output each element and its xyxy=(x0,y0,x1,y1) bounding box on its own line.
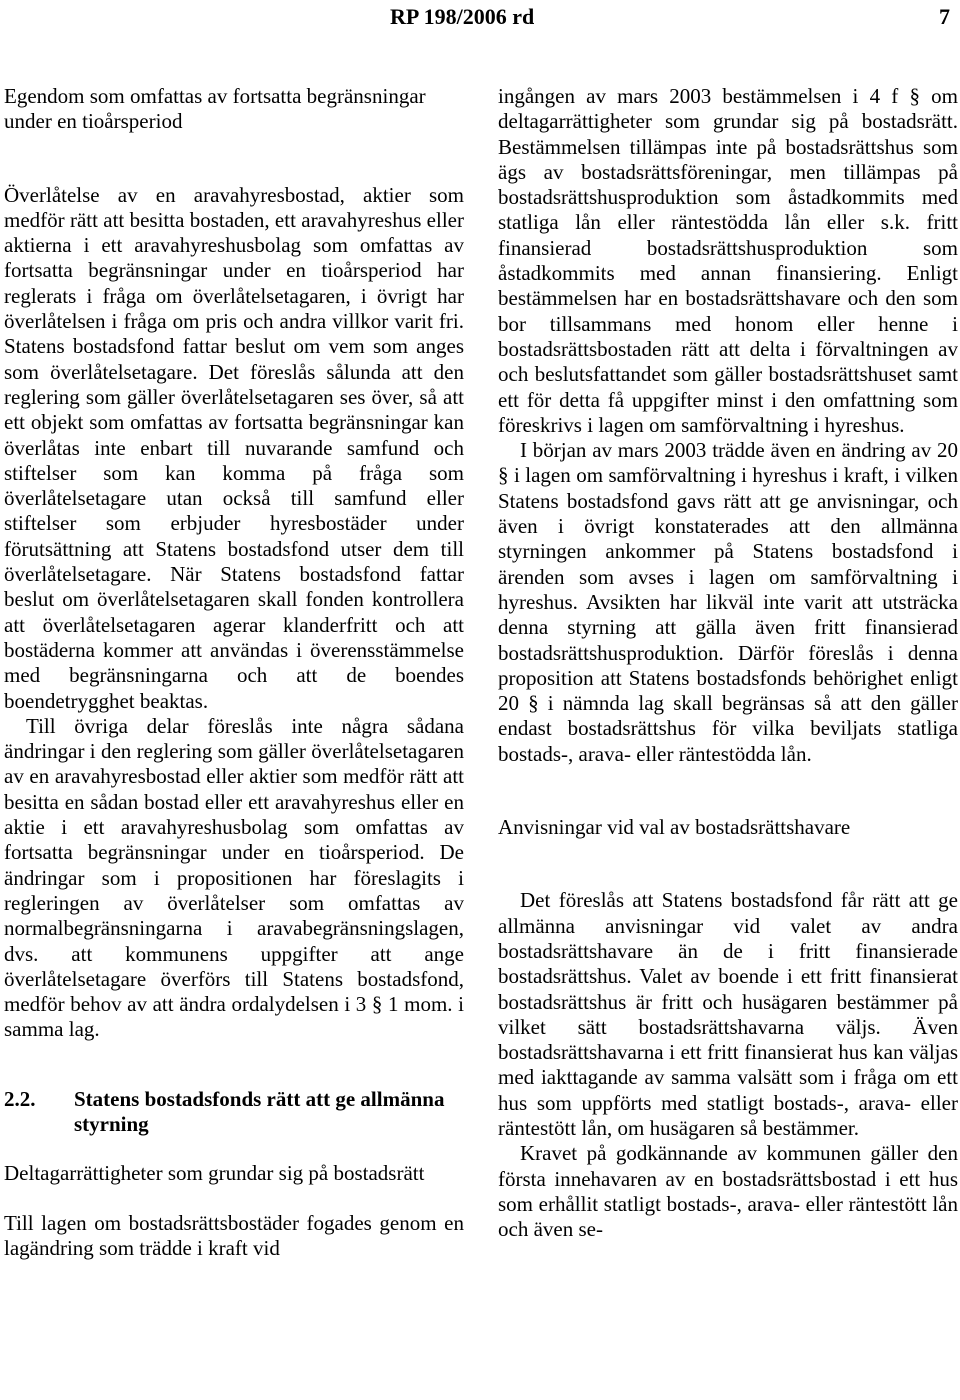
section-heading xyxy=(4,1087,464,1138)
document-id: RP 198/2006 rd xyxy=(390,4,535,29)
subheading-anvisningar: Anvisningar vid val av bostadsrättshavare xyxy=(498,815,851,840)
paragraph: Kravet på godkännande av kommunen gäller den första innehavaren av en bostadsrättsbostad i ett hus som erhållit statligt bostads-, arava- eller räntestött lån och även se- xyxy=(498,1141,958,1242)
paragraph: I början av mars 2003 trädde även en ändring av 20 § i lagen om samförvaltning i hyreshus i kraft, i vilken Statens bostadsfond gavs rätt att ge anvisningar, och även i övrigt konstaterades att den allmänna styrningen ankommer på Statens bostadsfond i ärenden som avses i lagen om samförvaltning i hyreshus. Avsikten har likväl inte varit att utsträcka denna styrning att gälla även fritt finansierad bostadsrättshusproduktion. Därför föreslås i denna proposition att Statens bostadsfonds behörighet enligt 20 § i nämnda lag skall begränsas så att den gäller endast bostadsrättshus för vilka beviljats statliga bostads-, arava- eller räntestödda lån. xyxy=(498,438,958,766)
paragraph: Till lagen om bostadsrättsbostäder fogades genom en lagändring som trädde i kraft vid xyxy=(4,1210,464,1260)
section-title: Statens bostadsfonds rätt att ge allmänna styrning xyxy=(74,1086,445,1136)
page-number: 7 xyxy=(939,4,950,29)
page-header xyxy=(0,0,960,30)
left-column xyxy=(4,84,464,1261)
paragraph: ingången av mars 2003 bestämmelsen i 4 f § om deltagarrättigheter som grundar sig på bostadsrätt. Bestämmelsen tillämpas inte på bostadsrättshus som ägs av bostadsrättsföreningar, men tillämpas på bostadsrättshusproduktion som åstadkommits med statliga lån eller räntestödda lån eller s.k. fritt finansierad bostadsrättshusproduktion som åstadkommits med annan finansiering. Enligt bestämmelsen har en bostadsrättshavare och den som bor tillsammans med honom eller henne i bostadsrättsbostaden rätt att delta i förvaltningen av och beslutsfattandet som gäller bostadsrättshuset samt ett för detta få uppgifter minst i den omfattning som föreskrivs i lagen om samförvaltning i hyreshus. xyxy=(498,84,958,437)
section-number: 2.2. xyxy=(4,1086,36,1111)
subheading-fortsatta-begransningar: Egendom som omfattas av fortsatta begränsningar under en tioårsperiod xyxy=(4,84,426,134)
paragraph: Det föreslås att Statens bostadsfond får rätt att ge allmänna anvisningar vid valet av andra bostadsrättshavare än de i fritt finansierade bostadsrättshus. Valet av boende i ett fritt finansierat bostadsrättshus är fritt och husägaren bestämmer på vilket sätt bostadsrättshavarna väljs. Även bostadsrättshavarna i ett fritt finansierat hus kan väljas med iakttagande av samma valsätt som i fråga om ett hus som uppförts med statligt bostads-, arava- eller räntestött lån, om husägaren så bestämmer. xyxy=(498,888,958,1140)
paragraph: Till övriga delar föreslås inte några sådana ändringar i den reglering som gäller överlåtelsetagaren av en aravahyresbostad eller aktier som medför rätt att besitta en sådan bostad eller ett aravahyreshus eller en aktie i ett aravahyreshusbolag som omfattas av fortsatta begränsningar under en tioårsperiod. De ändringar som i propositionen har föreslagits i regleringen av överlåtelser som omfattas av normalbegränsningarna i aravabegränsningslagen, dvs. att kommunens uppgifter att ange överlåtelsetagare överförs till Statens bostadsfond, medför behov av att ändra ordalydelsen i 3 § 1 mom. i samma lag. xyxy=(4,713,464,1042)
subheading-deltagarrattigheter: Deltagarrättigheter som grundar sig på bostadsrätt xyxy=(4,1161,425,1186)
paragraph: Överlåtelse av en aravahyresbostad, aktier som medför rätt att besitta bostaden, ett aravahyreshus eller aktierna i ett aravahyreshusbolag som omfattas av fortsatta begränsningar under en tioårsperiod har reglerats i fråga om överlåtelsetagaren, i övrigt har överlåtelsen i fråga om pris och andra villkor varit fri. Statens bostadsfond fattar beslut om vem som anges som överlåtelsetagare. Det föreslås sålunda att den reglering som gäller överlåtelsetagaren ses över, så att ett objekt som omfattas av fortsatta begränsningar kan överlåtas inte enbart till nuvarande samfund och stiftelser som kan komma på fråga som överlåtelsetagare utan också till samfund eller stiftelser som erbjuder hyresbostäder under förutsättning att Statens bostadsfond utser dem till överlåtelsetagare. När Statens bostadsfond fattar beslut om överlåtelsetagaren skall fonden kontrollera att överlåtelsetagaren agerar klanderfritt och att bostäderna kommer att användas i överensstämmelse med begränsningarna och att de boendes boendetrygghet beaktas. xyxy=(4,182,464,713)
right-column xyxy=(498,84,958,1242)
